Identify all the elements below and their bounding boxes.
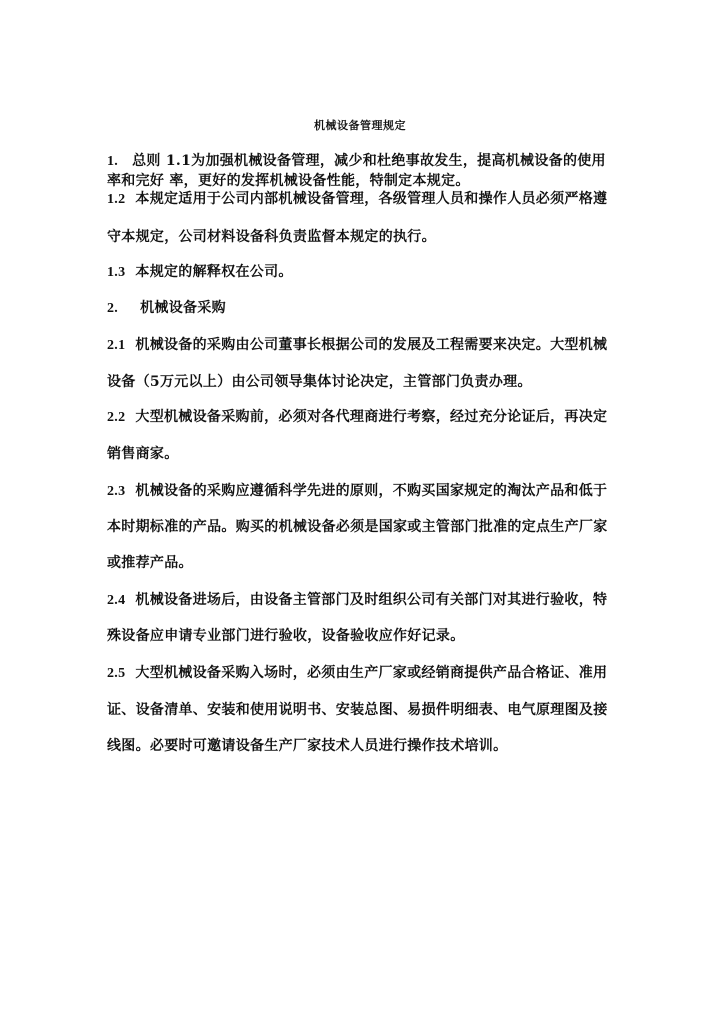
line-text: 本规定适用于公司内部机械设备管理，各级管理人员和操作人员必须严格遵 [135,191,608,207]
section-number: 2.1 [107,338,126,353]
line-9 [107,408,607,427]
line-text: 守本规定，公司材料设备科负责监督本规定的执行。 [107,229,436,245]
line-4 [107,228,436,246]
line-8 [107,373,532,391]
section-number: 1. [107,154,119,169]
section-number: 2.2 [107,410,126,425]
line-text: 证、设备清单、安装和使用说明书、安装总图、易损件明细表、电气原理图及接 [107,702,608,718]
line-18 [107,737,507,755]
line-text: 或推荐产品。 [107,555,193,571]
section-number: 2.3 [107,484,126,499]
line-text: 大型机械设备采购入场时，必须由生产厂家或经销商提供产品合格证、准用 [135,665,608,681]
line-6 [107,299,226,318]
line-text: 线图。必要时可邀请设备生产厂家技术人员进行操作技术培训。 [107,738,508,754]
line-text: 本规定的解释权在公司。 [135,264,293,280]
section-number: 2.4 [107,593,126,608]
line-13 [107,554,193,572]
line-15 [107,627,465,645]
section-number: 2. [107,301,119,316]
section-number: 1.3 [107,265,126,280]
line-10 [107,445,179,463]
line-text: 机械设备的采购应遵循科学先进的原则，不购买国家规定的淘汰产品和低于 [135,483,608,499]
line-1 [107,152,606,171]
line-text: 设备（5万元以上）由公司领导集体讨论决定，主管部门负责办理。 [107,374,532,390]
line-text: 机械设备进场后，由设备主管部门及时组织公司有关部门对其进行验收，特 [135,592,608,608]
line-3 [107,190,607,209]
line-17 [107,701,608,719]
line-5 [107,263,293,282]
line-text: 大型机械设备采购前，必须对各代理商进行考察，经过充分论证后，再决定 [135,409,608,425]
line-11 [107,482,607,501]
line-7 [107,336,607,355]
line-12 [107,518,608,536]
line-text: 销售商家。 [107,446,179,462]
line-14 [107,591,607,610]
line-text: 总则 1.1为加强机械设备管理，减少和杜绝事故发生，提高机械设备的使用 [132,153,606,169]
document-title: 机械设备管理规定 [314,119,406,132]
line-text: 机械设备的采购由公司董事长根据公司的发展及工程需要来决定。大型机械 [135,337,608,353]
line-text: 率和完好 率，更好的发挥机械设备性能，特制定本规定。 [107,173,470,189]
section-number: 1.2 [107,192,126,207]
section-number: 2.5 [107,666,126,681]
line-16 [107,664,607,683]
line-text: 殊设备应申请专业部门进行验收，设备验收应作好记录。 [107,628,465,644]
line-text: 本时期标准的产品。购买的机械设备必须是国家或主管部门批准的定点生产厂家 [107,519,608,535]
line-2 [107,172,470,190]
line-text: 机械设备采购 [140,300,226,316]
